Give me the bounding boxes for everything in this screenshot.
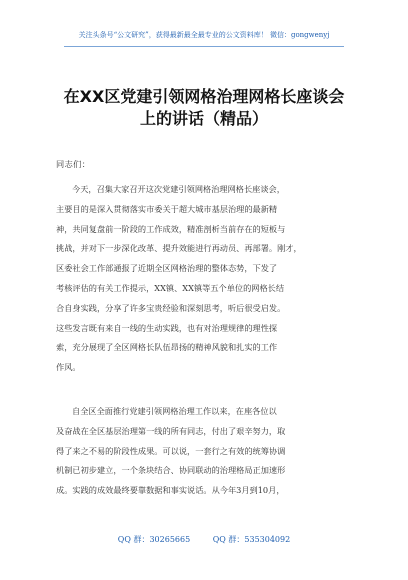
paragraph-line: 自全区全面推行党建引领网格治理工作以来，在座各位以 — [72, 406, 277, 416]
paragraph-line: 合自身实践，分享了许多宝贵经验和深刻思考，听后很受启发。 — [56, 302, 286, 313]
paragraph-line: 这些发言既有来自一线的生动实践，也有对治理规律的理性探 — [56, 322, 278, 333]
header-banner: 关注头条号“公文研究”，获得最新最全最专业的公文资料库！ 微信：gongwenyj — [78, 31, 330, 39]
footer-qq-group-2: QQ 群：535304092 — [212, 535, 291, 544]
title-line-2: 上的讲话（精品） — [139, 109, 268, 128]
paragraph-line: 挑战，并对下一步深化改革、提升效能进行再动员、再部署。刚才， — [56, 243, 302, 254]
footer — [0, 534, 408, 545]
paragraph-line: 今天，召集大家召开这次党建引领网格治理网格长座谈会， — [72, 184, 285, 194]
title-line-1: 在XX区党建引领网格治理网格长座谈会 — [63, 87, 345, 106]
paragraph-line: 及奋战在全区基层治理第一线的所有同志，付出了艰辛努力，取 — [56, 425, 286, 436]
paragraph-line: 考核评估的有关工作提示，XX镇、XX镇等五个单位的网格长结 — [56, 282, 285, 293]
paragraph-2 — [56, 402, 352, 501]
salutation: 同志们： — [56, 159, 91, 169]
paragraph-1 — [56, 180, 352, 378]
document-title — [40, 86, 368, 130]
footer-qq-group-1: QQ 群：30265665 — [117, 535, 191, 544]
paragraph-line: 主要目的是深入贯彻落实市委关于超大城市基层治理的最新精 — [56, 203, 278, 214]
paragraph-line: 神，共同复盘前一阶段的工作成效，精准剖析当前存在的短板与 — [56, 223, 286, 234]
paragraph-line: 得了来之不易的阶段性成果。可以说，一套行之有效的统筹协调 — [56, 445, 286, 456]
paragraph-line: 机制已初步建立，一个条块结合、协同联动的治理格局正加速形 — [56, 465, 286, 476]
paragraph-line: 成。实践的成效最终要靠数据和事实说话。从今年3月到10月， — [56, 485, 285, 496]
paragraph-line: 索，充分展现了全区网格长队伍昂扬的精神风貌和扎实的工作 — [56, 342, 278, 353]
paragraph-line: 作风。 — [56, 362, 81, 373]
header-divider — [64, 46, 344, 47]
paragraph-line: 区委社会工作部通报了近期全区网格治理的整体态势，下发了 — [56, 263, 278, 274]
